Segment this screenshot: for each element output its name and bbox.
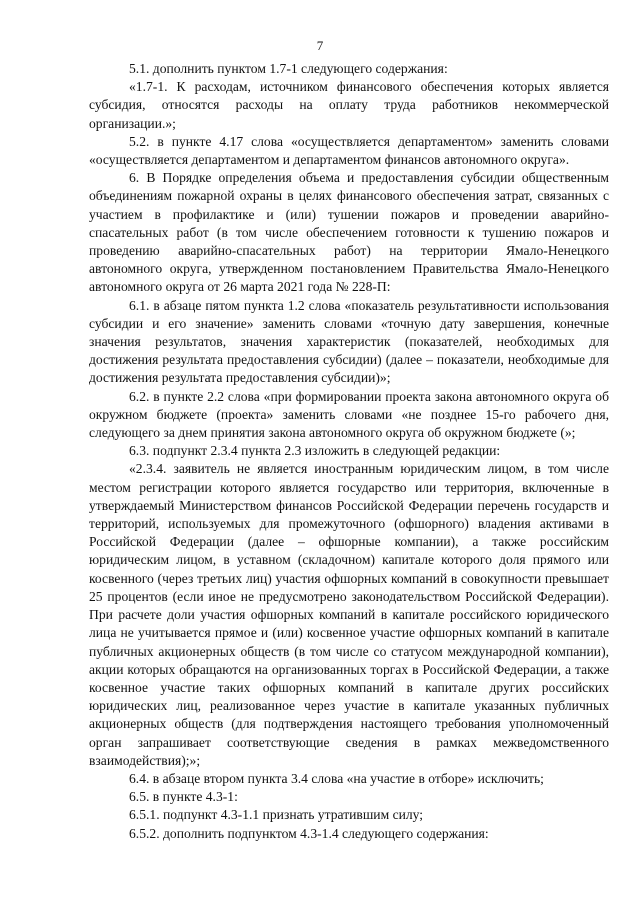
paragraph-6-5-1: 6.5.1. подпункт 4.3-1.1 признать утратившим силу; [129,807,424,823]
paragraph-2-3-4-quote: «2.3.4. заявитель не является иностранным юридическим лицом, в том числе местом регистрации которого является государство или территория, включенные в утверждаемый Министерством финансов Российской Федерации перечень государств и территорий, используемых для промежуточного (офшорного) владения активами в Российской Федерации (далее – офшорные компании), а также российским юридическим лицом, в уставном (складочном) капитале которого доля прямого или косвенного (через третьих лиц) участия офшорных компаний в совокупности превышает 25 процентов (если иное не предусмотрено законодательством Российской Федерации). При расчете доли участия офшорных компаний в капитале российского юридического лица не учитывается прямое и (или) косвенное участие офшорных компаний в капитале публичных акционерных обществ (в том числе со статусом международной компании), акции которых обращаются на организованных торгах в Российской Федерации, а также косвенное участие таких офшорных компаний в капитале других российских юридических лиц, реализованное через участие в капитале указанных публичных акционерных обществ (для подтверждения настоящего требования уполномоченный орган запрашивает соответствующие сведения в рамках межведомственного взаимодействия);»; [89,461,609,768]
paragraph-6-5: 6.5. в пункте 4.3-1: [129,789,238,805]
paragraph-6: 6. В Порядке определения объема и предоставления субсидии общественным объединениям пожарной охраны в целях финансового обеспечения затрат, связанных с участием в профилактике и (или) тушении пожаров и проведении аварийно-спасательных работ (в том числе обеспечением готовности к тушению пожаров и проведению аварийно-спасательных работ) на территории Ямало-Ненецкого автономного округа, утвержденном постановлением Правительства Ямало-Ненецкого автономного округа от 26 марта 2021 года № 228-П: [89,170,609,295]
paragraph-6-5-2: 6.5.2. дополнить подпунктом 4.3-1.4 следующего содержания: [129,825,489,841]
page-number: 7 [316,38,324,53]
paragraph-5-2: 5.2. в пункте 4.17 слова «осуществляется департаментом» заменить словами «осуществляется департаментом и департаментом финансов автономного округа». [89,133,609,168]
paragraph-5-1: 5.1. дополнить пунктом 1.7-1 следующего содержания: [129,61,448,76]
paragraph-6-1: 6.1. в абзаце пятом пункта 1.2 слова «показатель результативности использования субсидии и его значение» заменить словами «точную дату завершения, конечные значения результатов, значения характеристик (показателей, необходимых для достижения результата предоставления субсидии) (далее – показатели, необходимые для достижения результата предоставления субсидии)»; [89,297,609,386]
paragraph-6-4: 6.4. в абзаце втором пункта 3.4 слова «на участие в отборе» исключить; [129,770,544,786]
document-body [89,60,609,843]
paragraph-6-3: 6.3. подпункт 2.3.4 пункта 2.3 изложить в следующей редакции: [129,443,501,459]
paragraph-1-7-1-quote: «1.7-1. К расходам, источником финансового обеспечения которых является субсидия, относятся расходы на оплату труда работников некоммерческой организации.»; [89,79,609,131]
paragraph-6-2: 6.2. в пункте 2.2 слова «при формировании проекта закона автономного округа об окружном бюджете (проекта» заменить словами «не позднее 15-го рабочего дня, следующего за днем принятия закона автономного округа об окружном бюджете (»; [89,388,609,441]
